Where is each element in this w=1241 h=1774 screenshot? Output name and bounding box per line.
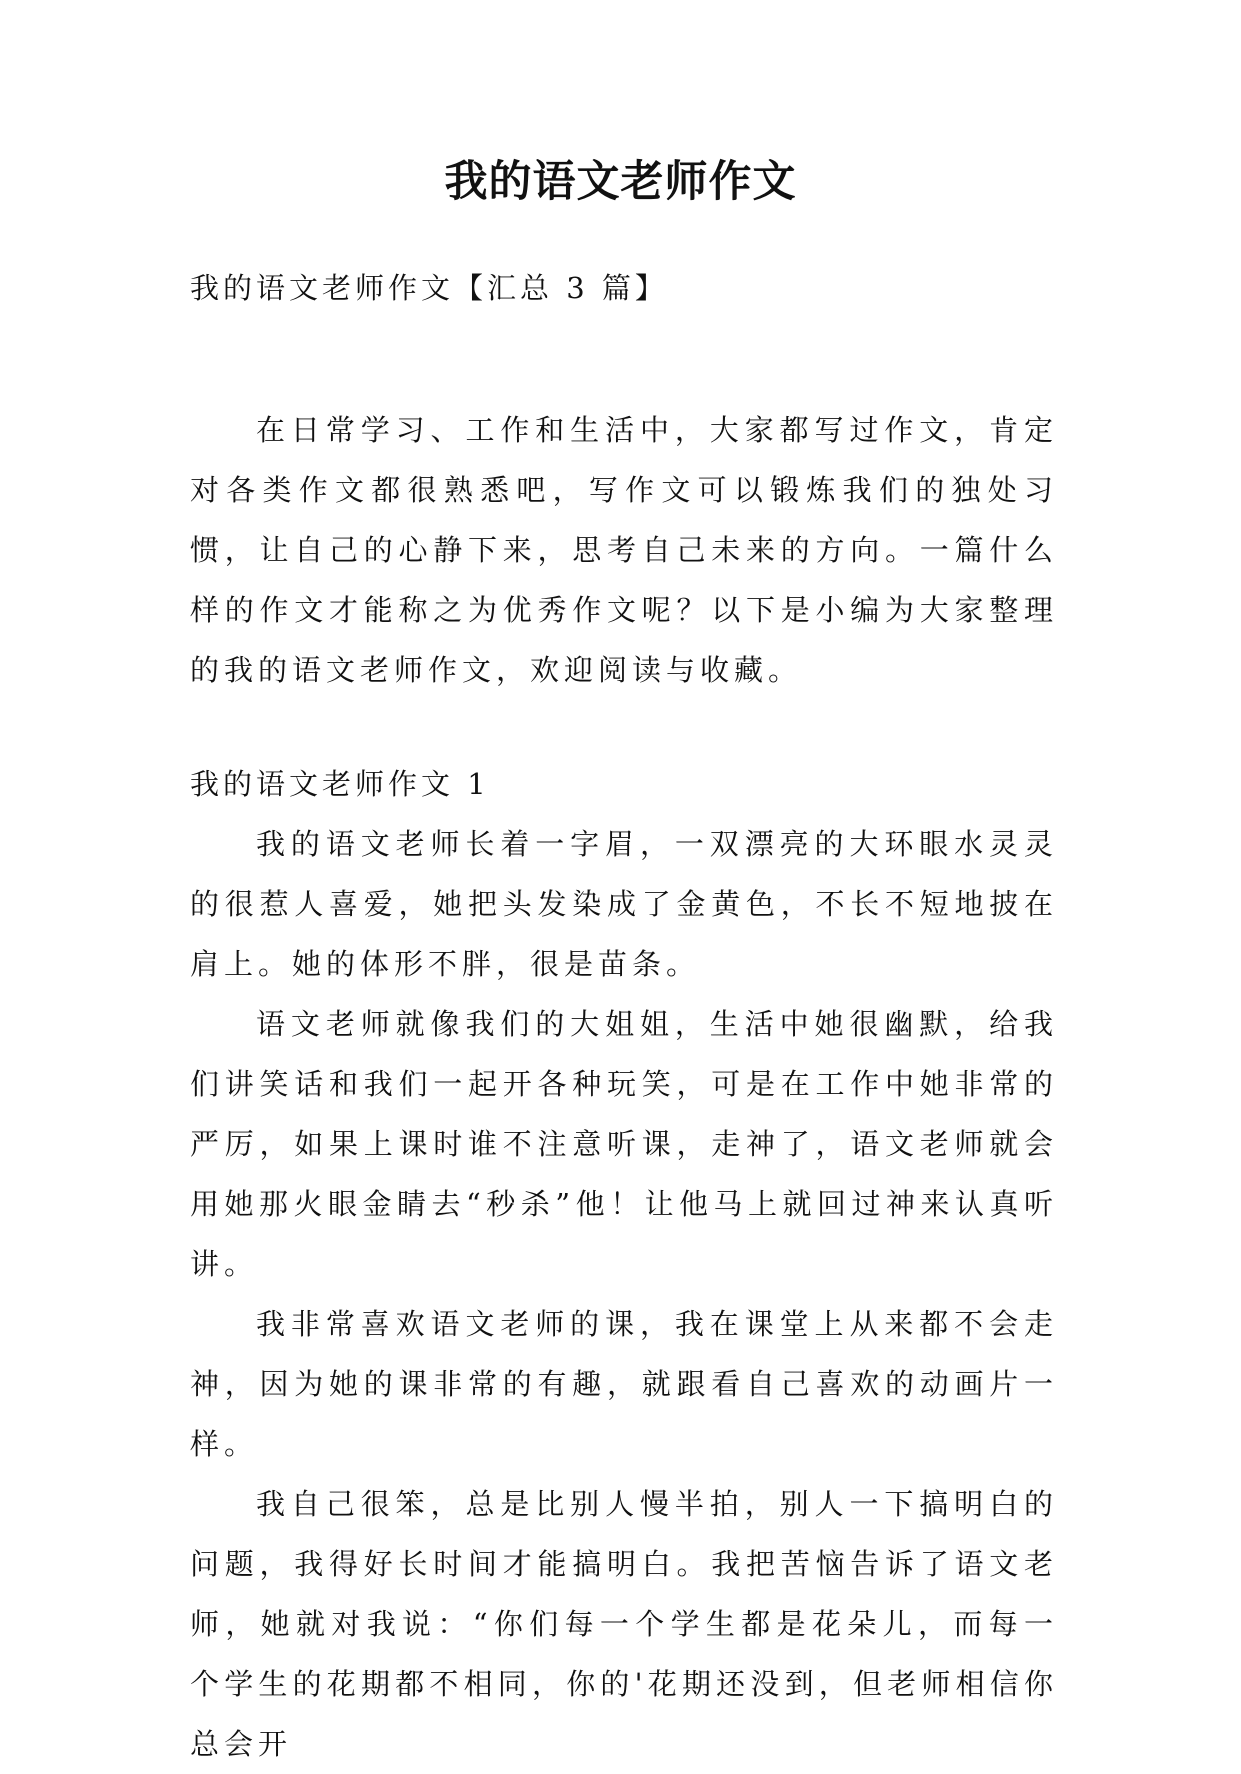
document-title: 我的语文老师作文 bbox=[444, 157, 797, 207]
section-heading: 我的语文老师作文 1 bbox=[190, 767, 490, 801]
intro-paragraph: 在日常学习、工作和生活中，大家都写过作文，肯定对各类作文都很熟悉吧，写作文可以锻炼我们的独处习惯，让自己的心静下来，思考自己未来的方向。一篇什么样的作文才能称之为优秀作文呢？以下是小编为大家整理的我的语文老师作文，欢迎阅读与收藏。 bbox=[190, 413, 1058, 687]
body-paragraph-1: 我的语文老师长着一字眉，一双漂亮的大环眼水灵灵的很惹人喜爱，她把头发染成了金黄色，不长不短地披在肩上。她的体形不胖，很是苗条。 bbox=[190, 827, 1058, 981]
intro-block bbox=[190, 400, 1058, 700]
essay-section-1 bbox=[190, 754, 1058, 1774]
document-subtitle: 我的语文老师作文【汇总 3 篇】 bbox=[190, 271, 668, 305]
body-paragraph-2: 语文老师就像我们的大姐姐，生活中她很幽默，给我们讲笑话和我们一起开各种玩笑，可是在工作中她非常的严厉，如果上课时谁不注意听课，走神了，语文老师就会用她那火眼金睛去“秒杀”他！让他马上就回过神来认真听讲。 bbox=[190, 1007, 1058, 1281]
body-paragraph-3: 我非常喜欢语文老师的课，我在课堂上从来都不会走神，因为她的课非常的有趣，就跟看自己喜欢的动画片一样。 bbox=[190, 1307, 1058, 1461]
body-paragraph-4: 我自己很笨，总是比别人慢半拍，别人一下搞明白的问题，我得好长时间才能搞明白。我把苦恼告诉了语文老师，她就对我说：“你们每一个学生都是花朵儿，而每一个学生的花期都不相同，你的'花期还没到，但老师相信你总会开 bbox=[190, 1487, 1058, 1761]
